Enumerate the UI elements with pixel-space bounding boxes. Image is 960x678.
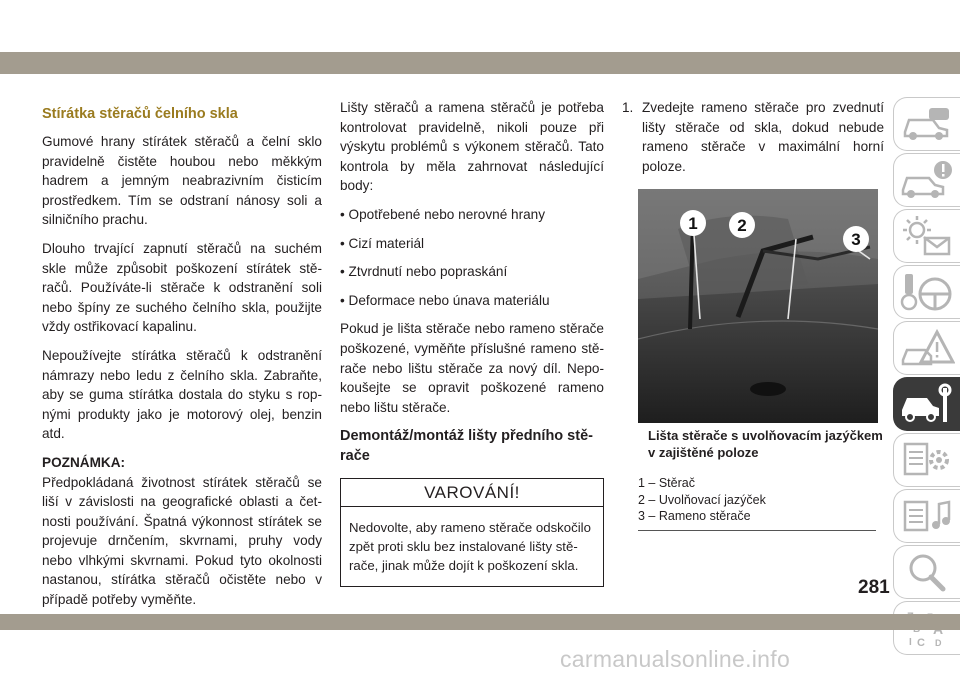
roadside-triangle-icon: [899, 326, 955, 370]
callout-1: [680, 210, 706, 236]
svg-text:I: I: [909, 637, 912, 648]
tab-multimedia[interactable]: [893, 489, 960, 543]
callout-2: [729, 212, 755, 238]
warning-box: [340, 478, 604, 586]
note-text: Předpokládaná životnost stírátek stěračů se liší v závislosti na geografické oblasti a četnosti používání. Špatná výkonnost stírátek se projevuje drnčením, skvrnami, pruhy vody nebo vlhkými skvrnami. Pokud tyto okolnosti nastanou, stírátka stěračů očistěte nebo v případě potřeby vyměňte.: [42, 474, 322, 608]
column-2: [340, 98, 604, 587]
tab-key-steering[interactable]: [893, 265, 960, 319]
column-1: [42, 98, 322, 619]
tab-car-info[interactable]: [893, 153, 960, 207]
warning-title: VAROVÁNÍ!: [341, 479, 603, 507]
key-steering-icon: [899, 270, 955, 314]
legend-item: 2 – Uvolňovací jazýček: [638, 492, 766, 507]
svg-text:2: 2: [737, 216, 747, 236]
svg-text:3: 3: [851, 230, 861, 250]
multimedia-music-icon: [899, 494, 955, 538]
wiper-illustration: [638, 189, 878, 423]
callout-3: [843, 226, 869, 252]
figure-legend: [638, 475, 884, 525]
paragraph: Lišty stěračů a ramena stěračů je potřeba kontrolovat pravidelně, nikoli pouze při výskytu problémů s výkonem stěračů. Tato kontrola by měla zahrnovat následující body:: [340, 100, 604, 194]
tab-search[interactable]: [893, 545, 960, 599]
legend-divider: [638, 530, 876, 531]
tab-specifications[interactable]: [893, 433, 960, 487]
car-info-icon: [899, 158, 955, 202]
legend-item: 1 – Stěrač: [638, 476, 695, 491]
tab-warning-lights[interactable]: [893, 209, 960, 263]
paragraph: Nepoužívejte stírátka stěračů k odstranění námrazy nebo ledu z čelního skla. Zabraňte, aby se guma stírátka dostala do styku s ropnými produkty jako je motorový olej, benzin atd.: [42, 347, 322, 442]
step-text: Zvedejte rameno stěrače pro zvednutí lišty stěrače od skla, dokud nebude rameno stěrače v maximální horní poloze.: [642, 100, 884, 174]
paragraph: Pokud je lišta stěrače nebo rameno stěrače poškozené, vyměňte příslušné rameno stěrače nebo lištu stěrače za nový díl. Nepokoušejte se opravit poškozené rameno nebo lištu stěrače.: [340, 321, 604, 415]
footer-band: [0, 614, 960, 630]
page-number: 281: [858, 577, 890, 598]
car-wrench-icon: [899, 382, 955, 426]
subsection-title: Demontáž/montáž lišty předního stěrače: [340, 428, 593, 465]
paragraph: Dlouho trvající zapnutí stěračů na suchém skle může způsobit poškození stírátek stěračů. Používáte-li stěrače k odstranění soli nebo špíny ze suchého čelního skla, použijte vždy ostřikovací kapalinu.: [42, 240, 322, 335]
tab-roadside[interactable]: [893, 321, 960, 375]
bullet-item: • Deformace nebo únava materiálu: [340, 292, 550, 308]
specifications-gear-icon: [899, 438, 955, 482]
bullet-item: • Ztvrdnutí nebo popraskání: [340, 264, 508, 280]
bullet-item: • Opotřebené nebo nerovné hrany: [340, 206, 546, 222]
car-dashboard-icon: [899, 102, 955, 146]
search-icon: [899, 550, 955, 594]
warning-text: Nedovolte, aby rameno stěrače odskočilo zpět proti sklu bez instalované lišty stěrače, jinak může dojít k poškození skla.: [349, 519, 591, 574]
warning-lights-icon: [899, 214, 955, 258]
figure-caption: Lišta stěrače s uvolňovacím jazýčkem v zajištěné poloze: [648, 428, 883, 461]
watermark: carmanualsonline.info: [560, 646, 791, 672]
svg-text:D: D: [935, 638, 942, 648]
wiper-photo: [638, 189, 878, 423]
svg-text:1: 1: [688, 214, 698, 234]
step-item: [622, 98, 884, 176]
tab-car-dashboard[interactable]: [893, 97, 960, 151]
note-heading: POZNÁMKA:: [42, 454, 126, 470]
tab-maintenance[interactable]: [893, 377, 960, 431]
bullet-item: • Cizí materiál: [340, 235, 425, 251]
column-3: [622, 98, 884, 531]
step-number: 1.: [622, 100, 634, 115]
header-band: [0, 52, 960, 74]
chapter-tabs: [893, 97, 960, 657]
svg-text:C: C: [917, 637, 925, 649]
paragraph: Gumové hrany stírátek stěračů a čelní sklo pravidelně čistěte houbou nebo měkkým hadrem a jemným neabrazivním čisticím prostředkem. Tím se odstraní nánosy soli a silničního prachu.: [42, 134, 322, 228]
section-title: Stírátka stěračů čelního skla: [42, 106, 238, 122]
legend-item: 3 – Rameno stěrače: [638, 509, 751, 524]
